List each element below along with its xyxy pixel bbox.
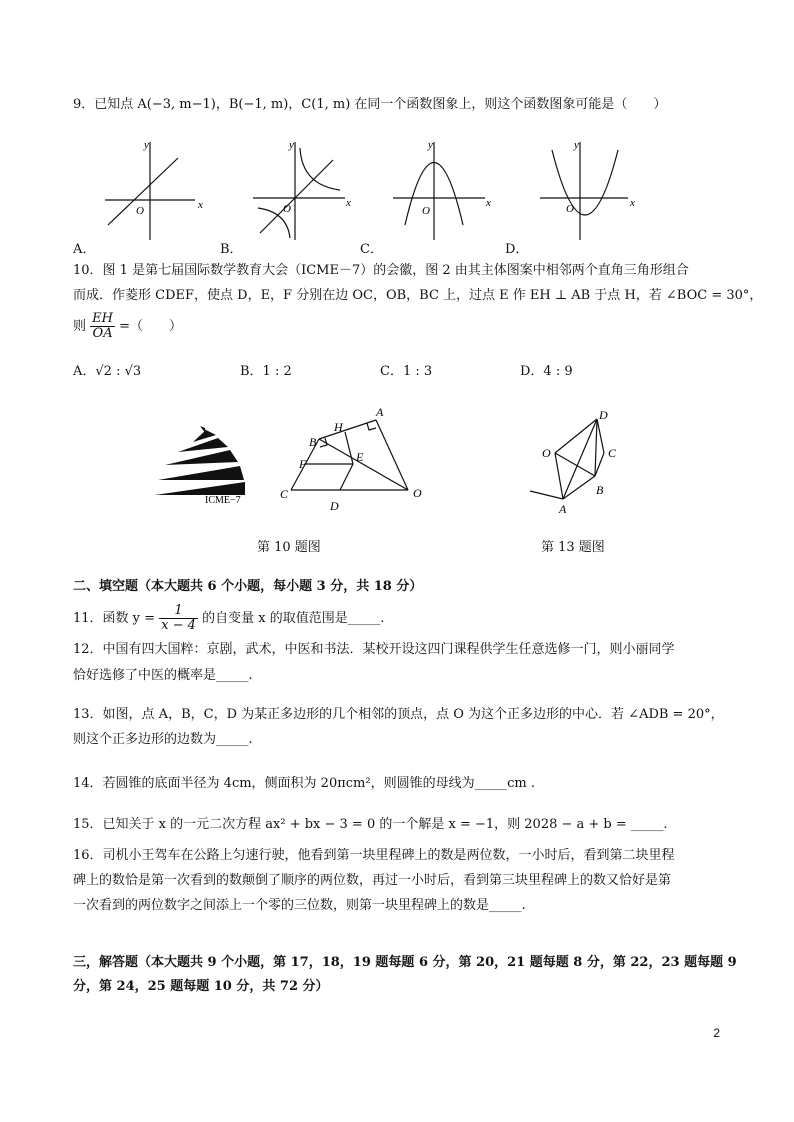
q16-line1: 16．司机小王驾车在公路上匀速行驶，他看到第一块里程碑上的数是两位数，一小时后，看到第二块里程 — [73, 848, 675, 863]
q16-line2: 碑上的数恰是第一次看到的数颠倒了顺序的两位数，再过一小时后，看到第三块里程碑上的数又恰好是第 — [73, 873, 672, 888]
graph-b-o: O — [283, 203, 291, 215]
section2-title: 二、填空题（本大题共 6 个小题，每小题 3 分，共 18 分） — [73, 579, 423, 594]
page-number: 2 — [713, 1026, 720, 1040]
graph-a-o: O — [136, 205, 144, 217]
q10-frac-num: EH — [92, 311, 113, 326]
q9-option-d: D． — [505, 242, 529, 257]
graph-c-x: x — [486, 197, 491, 209]
graph-c-y: y — [428, 139, 433, 151]
q10-frac-den: OA — [92, 326, 113, 341]
q10-line1: 10．图 1 是第七届国际数学教育大会（ICME－7）的会徽，图 2 由其主体图案中相邻两个直角三角形组合 — [73, 263, 689, 278]
fig10-label-h: H — [334, 420, 343, 434]
q13-line1: 13．如图，点 A，B，C，D 为某正多边形的几个相邻的顶点，点 O 为这个正多边形的中心．若 ∠ADB = 20°， — [73, 707, 724, 722]
q13-line2: 则这个正多边形的边数为_____. — [73, 732, 253, 747]
q16-line3: 一次看到的两位数字之间添上一个零的三位数，则第一块里程碑上的数是_____. — [73, 898, 526, 913]
fig10-label-a: A — [376, 405, 384, 419]
fig10-diagram — [291, 420, 408, 490]
graph-a — [105, 142, 195, 240]
q9-option-a: A． — [73, 242, 96, 257]
q15: 15．已知关于 x 的一元二次方程 ax² + bx − 3 = 0 的一个解是 x = −1，则 2028 − a + b = _____. — [73, 817, 668, 832]
graph-c — [393, 142, 485, 240]
q10-fraction — [90, 312, 115, 341]
graph-d-y: y — [574, 139, 579, 151]
q11-suffix: 的自变量 x 的取值范围是_____. — [202, 611, 385, 626]
fig13-label-b: B — [596, 483, 604, 497]
q10-line3-prefix: 则 — [73, 319, 87, 334]
q10-line3-suffix: =（ ） — [119, 319, 183, 334]
q10-option-a: A．√2 : √3 — [73, 364, 142, 379]
q11-prefix: 11．函数 y = — [73, 611, 156, 626]
graph-d-x: x — [630, 197, 635, 209]
q9-option-b: B． — [220, 242, 243, 257]
graph-b — [253, 142, 345, 240]
q9-graphs — [0, 130, 794, 260]
q10-option-c: C．1 : 3 — [380, 364, 433, 379]
fig10-label-d: D — [330, 499, 339, 513]
fig13-label-a: A — [559, 502, 567, 516]
figures — [0, 400, 794, 530]
fig10-label-o: O — [413, 486, 422, 500]
fig10-label-c: C — [280, 487, 289, 501]
q10-option-d: D．4 : 9 — [520, 364, 573, 379]
section3-line1: 三，解答题（本大题共 9 个小题，第 17，18，19 题每题 6 分，第 20，21 题每题 8 分，第 22，23 题每题 9 — [73, 955, 737, 970]
q12-line2: 恰好选修了中医的概率是_____. — [73, 668, 253, 683]
q10-line2: 而成．作菱形 CDEF，使点 D，E，F 分别在边 OC，OB，BC 上，过点 E 作 EH ⊥ AB 于点 H，若 ∠BOC = 30°， — [73, 288, 763, 303]
fig13-label-d: D — [599, 408, 608, 422]
fig13-label-c: C — [608, 446, 617, 460]
fig10-label-b: B — [309, 435, 317, 449]
q12-line1: 12．中国有四大国粹：京剧，武术，中医和书法．某校开设这四门课程供学生任意选修一门，则小丽同学 — [73, 642, 675, 657]
fig10-label-f: F — [299, 457, 307, 471]
q11-fraction — [159, 604, 198, 633]
q10-option-b: B．1 : 2 — [240, 364, 292, 379]
graph-a-x: x — [198, 199, 203, 211]
fig13-label-o: O — [542, 446, 551, 460]
q14: 14．若圆锥的底面半径为 4cm，侧面积为 20πcm²，则圆锥的母线为_____cm . — [73, 776, 535, 791]
graph-d-o: O — [566, 203, 574, 215]
fig10-caption: 第 10 题图 — [257, 540, 321, 555]
fig10-label-e: E — [356, 450, 364, 464]
graph-a-y: y — [144, 139, 149, 151]
graph-b-y: y — [289, 139, 294, 151]
q11-frac-num: 1 — [159, 604, 198, 619]
q11-frac-den: x − 4 — [161, 618, 196, 633]
graph-b-x: x — [346, 197, 351, 209]
icme-logo — [155, 426, 245, 495]
graph-d — [540, 142, 628, 240]
section3-line2: 分，第 24，25 题每题 10 分，共 72 分） — [73, 979, 329, 994]
fig13-caption: 第 13 题图 — [541, 540, 605, 555]
q9-option-c: C． — [360, 242, 383, 257]
q11 — [73, 604, 384, 633]
graph-c-o: O — [422, 205, 430, 217]
q9-text: 9．已知点 A(−3, m−1)，B(−1, m)，C(1, m) 在同一个函数图象上，则这个函数图象可能是（ ） — [73, 97, 667, 112]
q10-line3 — [73, 312, 182, 341]
icme-logo-text: ICME−7 — [205, 495, 241, 506]
